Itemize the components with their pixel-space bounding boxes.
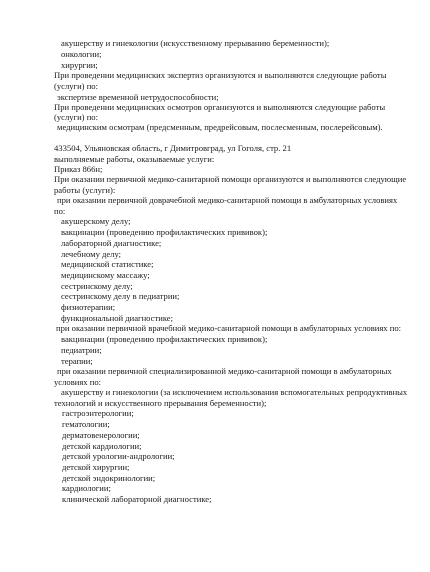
list-item: лабораторной диагностике; xyxy=(61,238,162,248)
list-item: медицинской статистике; xyxy=(61,259,154,269)
list-item: физиотерапии; xyxy=(61,302,116,312)
list-item: кардиологии; xyxy=(62,483,111,493)
list-item: лечебному делу; xyxy=(61,249,122,259)
list-item: дерматовенерологии; xyxy=(62,430,140,440)
list-item: акушерству и гинекологии (за исключением использования вспомогательных репродуктивных xyxy=(61,387,408,397)
text-line: акушерству и гинекологии (искусственному прерыванию беременности); xyxy=(61,38,330,48)
list-item: сестринскому делу в педиатрии; xyxy=(61,291,180,301)
text-line: при оказании первичной доврачебной медико-санитарной помощи в амбулаторных условиях xyxy=(57,195,398,205)
list-item: детской кардиологии; xyxy=(62,441,142,451)
text-line: Приказ 866н; xyxy=(54,164,103,174)
text-line: (услуги) по: xyxy=(54,81,98,91)
list-item: гематологии; xyxy=(62,419,110,429)
text-line: При проведении медицинских осмотров организуются и выполняются следующие работы xyxy=(54,102,386,112)
list-item: вакцинации (проведению профилактических прививок); xyxy=(61,334,268,344)
list-item: сестринскому делу; xyxy=(61,281,133,291)
list-item: детской урологии-андрологии; xyxy=(62,451,175,461)
list-item: функциональной диагностике; xyxy=(61,313,174,323)
list-item: гастроэнтерологии; xyxy=(62,408,134,418)
text-line: по: xyxy=(54,206,66,216)
text-line: медицинским осмотрам (предсменным, предрейсовым, послесменным, послерейсовым). xyxy=(57,122,383,132)
list-item: педиатрии; xyxy=(61,345,102,355)
text-line: хирургии; xyxy=(61,60,98,70)
list-item: терапии; xyxy=(61,356,93,366)
text-line: технологий и искусственного прерывания беременности); xyxy=(54,398,267,408)
text-line: (услуги) по: xyxy=(54,112,98,122)
address-line: 433504, Ульяновская область, г Димитровград, ул Гоголя, стр. 21 xyxy=(54,143,292,153)
text-line: условиях по: xyxy=(54,377,102,387)
list-item: вакцинации (проведению профилактических прививок); xyxy=(61,227,268,237)
text-line: работы (услуги): xyxy=(54,185,116,195)
text-line: онкологии; xyxy=(61,49,102,59)
text-line: при оказании первичной врачебной медико-санитарной помощи в амбулаторных условиях по: xyxy=(56,323,402,333)
text-line: выполняемые работы, оказываемые услуги: xyxy=(54,154,215,164)
text-line: При проведении медицинских экспертиз организуются и выполняются следующие работы xyxy=(54,70,387,80)
list-item: детской эндокринологии; xyxy=(62,473,156,483)
list-item: клинической лабораторной диагностике; xyxy=(62,494,212,504)
text-line: при оказании первичной специализированной медико-санитарной помощи в амбулаторных xyxy=(57,366,392,376)
list-item: акушерскому делу; xyxy=(61,216,131,226)
text-line: экспертизе временной нетрудоспособности; xyxy=(57,92,219,102)
list-item: медицинскому массажу; xyxy=(61,270,150,280)
list-item: детской хирургии; xyxy=(62,462,130,472)
text-line: При оказании первичной медико-санитарной помощи организуются и выполняются следующие xyxy=(54,174,407,184)
